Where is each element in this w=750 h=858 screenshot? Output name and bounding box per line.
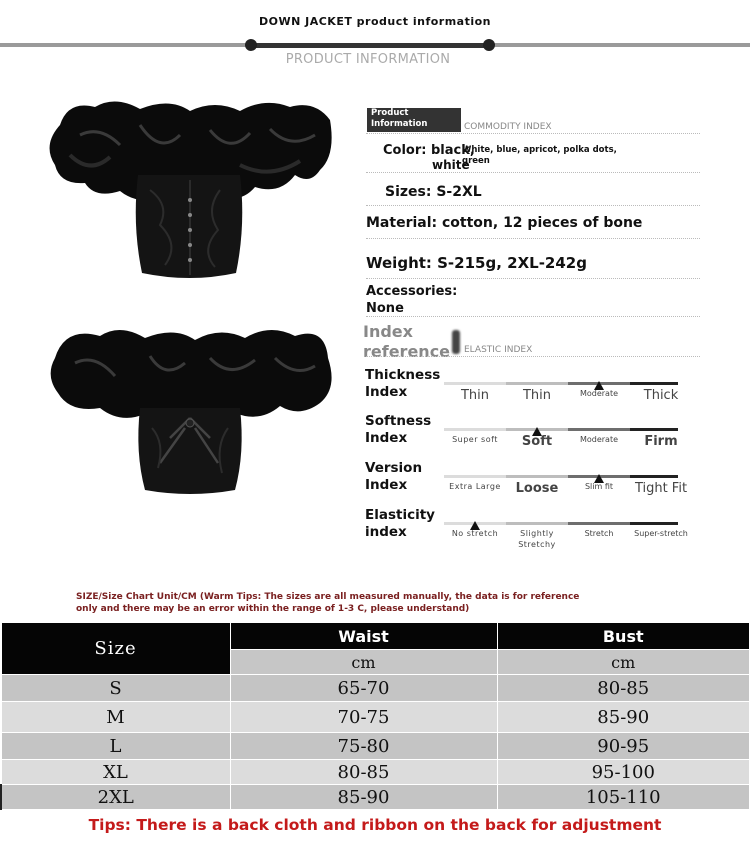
size-column-header: Size bbox=[1, 623, 230, 675]
divider bbox=[366, 172, 700, 173]
size-cell: S bbox=[1, 675, 230, 702]
index-name: Elasticity bbox=[365, 507, 435, 523]
selected-marker-icon bbox=[470, 521, 480, 530]
size-cell: L bbox=[1, 733, 230, 760]
scale-option: Extra Large bbox=[449, 482, 501, 491]
selected-marker-icon bbox=[594, 474, 604, 483]
divider-dot-right bbox=[483, 39, 495, 51]
index-name-line-2: Index bbox=[365, 384, 408, 400]
size-chart-table bbox=[0, 622, 750, 810]
table-row bbox=[1, 733, 750, 760]
divider bbox=[366, 205, 700, 206]
scale-segment bbox=[506, 475, 568, 478]
sizes-attribute: Sizes: S-2XL bbox=[385, 184, 482, 200]
selected-marker-icon bbox=[532, 427, 542, 436]
bust-unit: cm bbox=[497, 650, 750, 675]
size-chart-note: SIZE/Size Chart Unit/CM (Warm Tips: The sizes are all measured manually, the data is for reference only and there may be an error within the range of 1-3 C, please understand) bbox=[76, 592, 580, 614]
scale-segment bbox=[506, 522, 568, 525]
index-name-line-2: Index bbox=[365, 477, 408, 493]
scale-segment bbox=[506, 382, 568, 385]
weight-attribute: Weight: S-215g, 2XL-242g bbox=[366, 254, 587, 272]
scale-option: Super-stretch bbox=[634, 529, 688, 538]
commodity-index-label: COMMODITY INDEX bbox=[464, 122, 552, 132]
index-reference-line-1: Index bbox=[363, 322, 413, 341]
page-title: DOWN JACKET product information bbox=[258, 15, 492, 28]
product-information-badge: Product Information bbox=[367, 108, 461, 132]
scale-option: No stretch bbox=[451, 529, 499, 538]
waist-cell: 85-90 bbox=[230, 785, 497, 810]
index-name-line-2: index bbox=[365, 524, 407, 540]
index-name: Thickness bbox=[365, 367, 441, 383]
scale-segment bbox=[630, 522, 678, 525]
size-cell: M bbox=[1, 702, 230, 733]
color-label: Color: black, bbox=[383, 143, 475, 158]
divider-dot-left bbox=[245, 39, 257, 51]
page-subtitle: PRODUCT INFORMATION bbox=[285, 52, 451, 67]
bust-cell: 95-100 bbox=[497, 760, 750, 785]
index-name: Version bbox=[365, 460, 423, 476]
adjustment-tip: Tips: There is a back cloth and ribbon on the back for adjustment bbox=[88, 816, 662, 834]
color-label-2: white bbox=[432, 158, 470, 172]
scale-option: Moderate bbox=[579, 435, 619, 444]
header-divider-accent bbox=[250, 43, 490, 48]
product-image-back bbox=[40, 318, 340, 498]
table-row bbox=[1, 675, 750, 702]
scale-option: Soft bbox=[521, 434, 553, 449]
scale-segment bbox=[444, 475, 506, 478]
table-row bbox=[1, 760, 750, 785]
scale-segment bbox=[630, 475, 678, 478]
scale-option: Slightly Stretchy bbox=[518, 529, 556, 549]
waist-cell: 75-80 bbox=[230, 733, 497, 760]
bust-cell: 105-110 bbox=[497, 785, 750, 810]
scale-option: Thin bbox=[522, 388, 552, 403]
scale-segment bbox=[630, 382, 678, 385]
table-row bbox=[1, 785, 750, 810]
decorative-mark bbox=[452, 330, 460, 354]
elastic-index-label: ELASTIC INDEX bbox=[464, 345, 533, 355]
scale-option: Thick bbox=[643, 388, 679, 403]
waist-cell: 65-70 bbox=[230, 675, 497, 702]
waist-unit: cm bbox=[230, 650, 497, 675]
selected-marker-icon bbox=[594, 381, 604, 390]
accessories-label: Accessories: bbox=[366, 284, 458, 299]
bust-cell: 80-85 bbox=[497, 675, 750, 702]
index-reference-line-2: reference bbox=[363, 342, 451, 361]
material-attribute: Material: cotton, 12 pieces of bone bbox=[366, 215, 643, 231]
bust-cell: 90-95 bbox=[497, 733, 750, 760]
divider bbox=[366, 356, 700, 357]
size-cell: XL bbox=[1, 760, 230, 785]
size-cell: 2XL bbox=[1, 785, 230, 810]
scale-segment bbox=[444, 382, 506, 385]
color-options-2: green bbox=[462, 156, 490, 166]
divider bbox=[366, 238, 700, 239]
waist-cell: 80-85 bbox=[230, 760, 497, 785]
scale-option: Thin bbox=[460, 388, 490, 403]
scale-option: Slim fit bbox=[584, 482, 614, 491]
scale-option: Stretch bbox=[584, 529, 614, 538]
table-row bbox=[1, 702, 750, 733]
scale-segment bbox=[444, 428, 506, 431]
scale-option: Moderate bbox=[579, 389, 619, 398]
bust-column-header: Bust bbox=[497, 623, 750, 650]
scale-option: Super soft bbox=[452, 435, 498, 444]
scale-segment bbox=[568, 428, 630, 431]
divider bbox=[366, 133, 700, 134]
color-options: White, blue, apricot, polka dots, bbox=[462, 145, 617, 155]
scale-option: Loose bbox=[515, 481, 559, 496]
scale-option: Firm bbox=[644, 434, 678, 449]
index-name: Softness bbox=[365, 413, 432, 429]
bust-cell: 85-90 bbox=[497, 702, 750, 733]
scale-segment bbox=[568, 522, 630, 525]
waist-cell: 70-75 bbox=[230, 702, 497, 733]
accessories-value: None bbox=[366, 301, 404, 316]
waist-column-header: Waist bbox=[230, 623, 497, 650]
product-image-front bbox=[40, 95, 340, 285]
scale-segment bbox=[630, 428, 678, 431]
index-name-line-2: Index bbox=[365, 430, 408, 446]
divider bbox=[366, 316, 700, 317]
divider bbox=[366, 278, 700, 279]
scale-option: Tight Fit bbox=[634, 481, 688, 496]
